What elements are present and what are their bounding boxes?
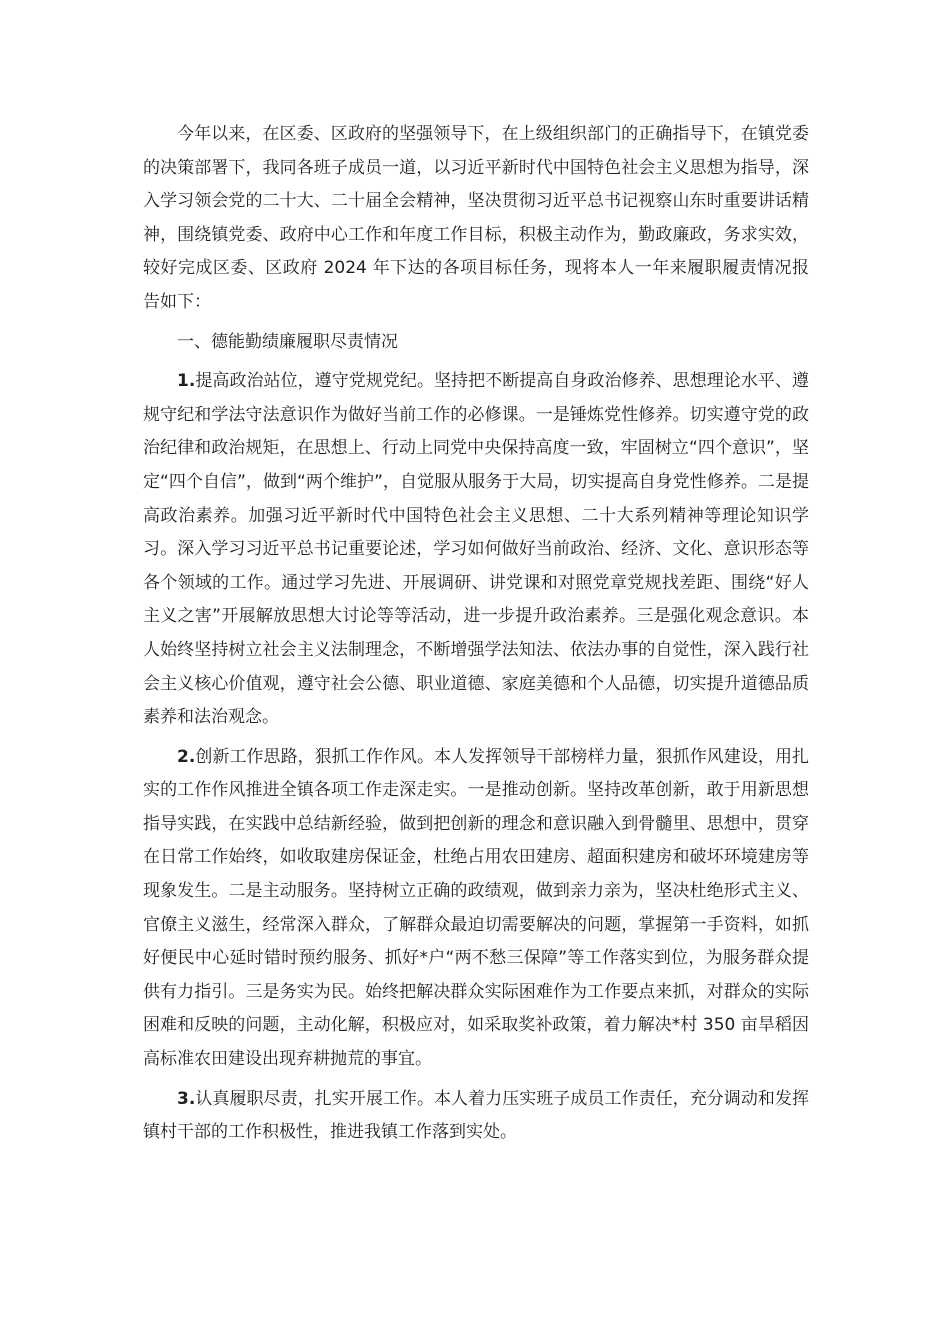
list-item bbox=[143, 741, 809, 1077]
item-number: 2. bbox=[177, 746, 196, 767]
item-text: 认真履职尽责，扎实开展工作。本人着力压实班子成员工作责任，充分调动和发挥镇村干部的工作积极性，推进我镇工作落到实处。 bbox=[143, 1088, 809, 1143]
item-number: 3. bbox=[177, 1088, 196, 1109]
item-text: 提高政治站位，遵守党规党纪。坚持把不断提高自身政治修养、思想理论水平、遵规守纪和学法守法意识作为做好当前工作的必修课。一是锤炼党性修养。切实遵守党的政治纪律和政治规矩，在思想上、行动上同党中央保持高度一致，牢固树立“四个意识”，坚定“四个自信”，做到“两个维护”，自觉服从服务于大局，切实提高自身党性修养。二是提高政治素养。加强习近平新时代中国特色社会主义思想、二十大系列精神等理论知识学习。深入学习习近平总书记重要论述，学习如何做好当前政治、经济、文化、意识形态等各个领域的工作。通过学习先进、开展调研、讲党课和对照党章党规找差距、围绕“好人主义之害”开展解放思想大讨论等等活动，进一步提升政治素养。三是强化观念意识。本人始终坚持树立社会主义法制理念，不断增强学法知法、依法办事的自觉性，深入践行社会主义核心价值观，遵守社会公德、职业道德、家庭美德和个人品德，切实提升道德品质素养和法治观念。 bbox=[143, 371, 809, 728]
section-heading: 一、德能勤绩廉履职尽责情况 bbox=[177, 331, 398, 352]
item-number: 1. bbox=[177, 371, 196, 392]
list-item bbox=[143, 365, 809, 735]
intro-paragraph: 今年以来，在区委、区政府的坚强领导下，在上级组织部门的正确指导下，在镇党委的决策部署下，我同各班子成员一道，以习近平新时代中国特色社会主义思想为指导，深入学习领会党的二十大、二十届全会精神，坚决贯彻习近平总书记视察山东时重要讲话精神，围绕镇党委、政府中心工作和年度工作目标，积极主动作为，勤政廉政，务求实效，较好完成区委、区政府 2024 年下达的各项目标任务，现将本人一年来履职履责情况报告如下： bbox=[143, 124, 809, 312]
item-text: 创新工作思路，狠抓工作作风。本人发挥领导干部榜样力量，狠抓作风建设，用扎实的工作作风推进全镇各项工作走深走实。一是推动创新。坚持改革创新，敢于用新思想指导实践，在实践中总结新经验，做到把创新的理念和意识融入到骨髓里、思想中，贯穿在日常工作始终，如收取建房保证金，杜绝占用农田建房、超面积建房和破坏环境建房等现象发生。二是主动服务。坚持树立正确的政绩观，做到亲力亲为，坚决杜绝形式主义、官僚主义滋生，经常深入群众，了解群众最迫切需要解决的问题，掌握第一手资料，如抓好便民中心延时错时预约服务、抓好*户“两不愁三保障”等工作落实到位，为服务群众提供有力指引。三是务实为民。始终把解决群众实际困难作为工作要点来抓，对群众的实际困难和反映的问题，主动化解，积极应对，如采取奖补政策，着力解决*村 350 亩旱稻因高标准农田建设出现弃耕抛荒的事宜。 bbox=[143, 746, 809, 1070]
document-body bbox=[143, 118, 809, 1156]
list-item bbox=[143, 1083, 809, 1150]
